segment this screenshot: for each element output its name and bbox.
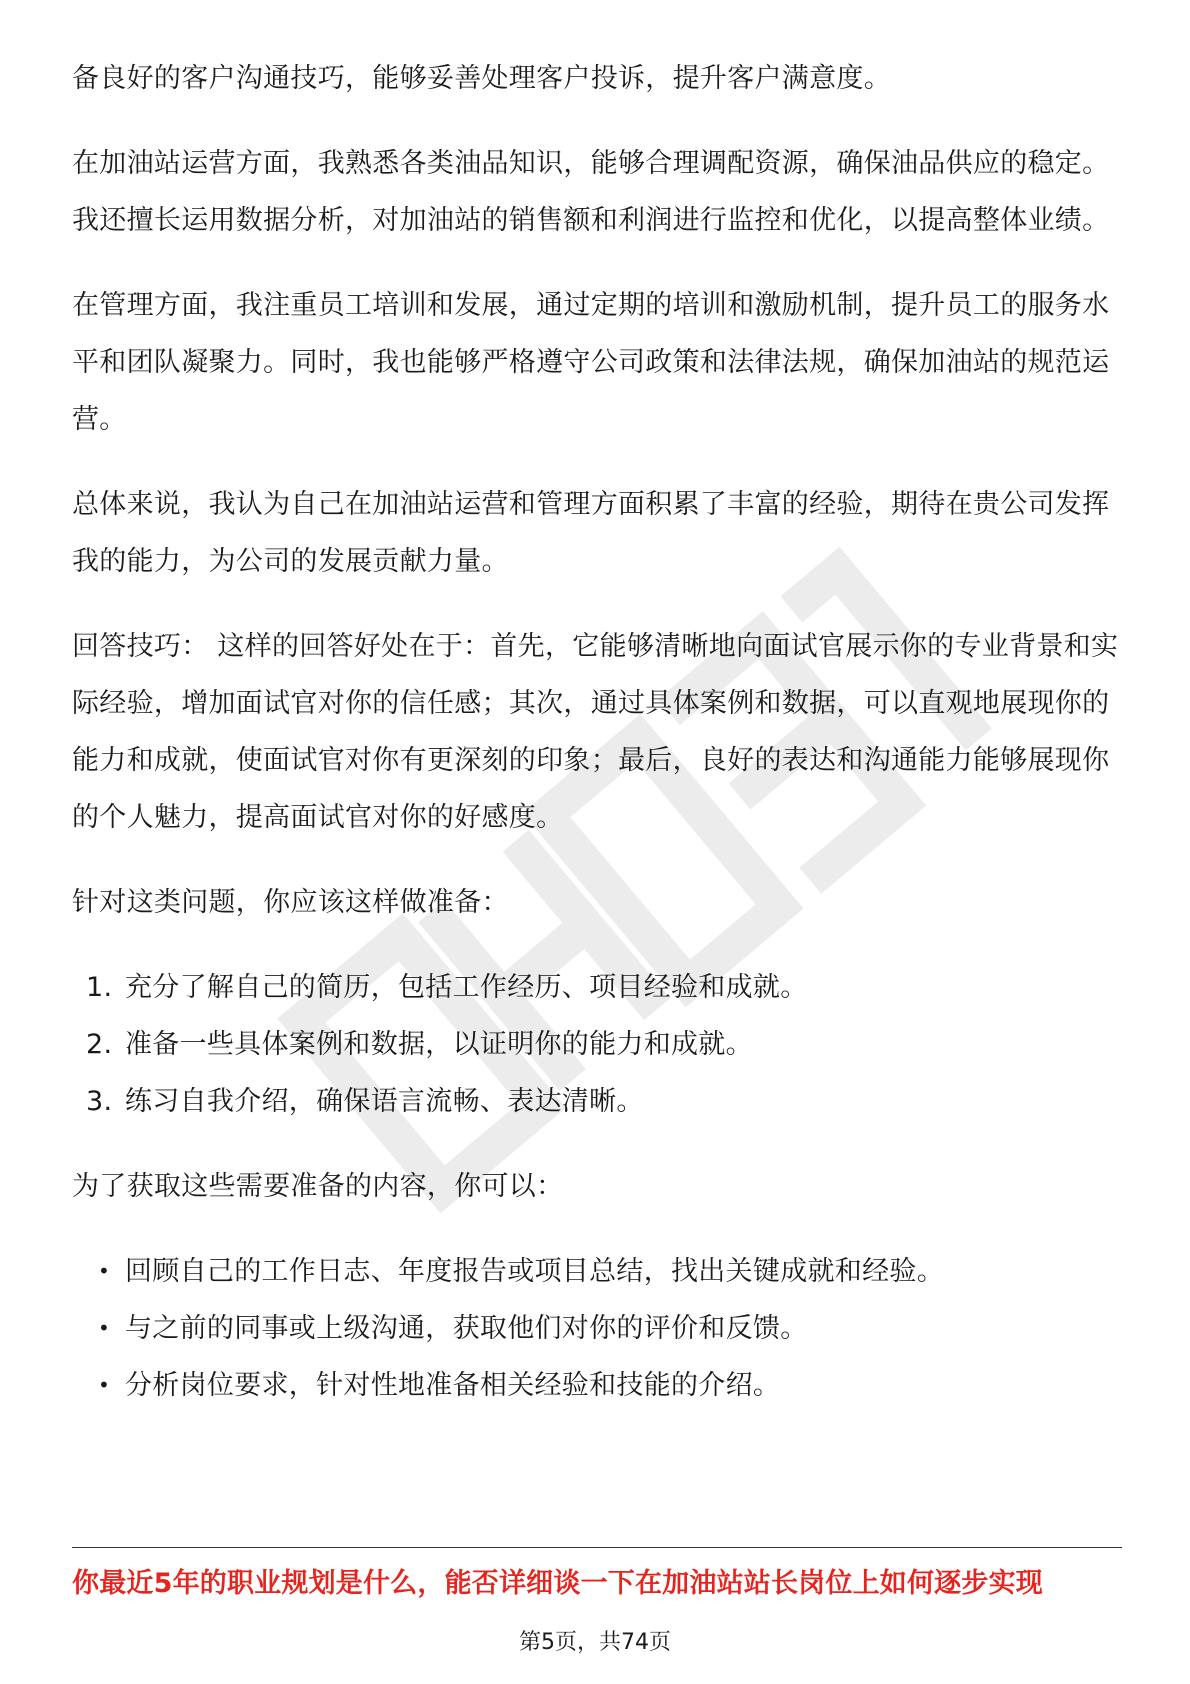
list-item (72, 1357, 1122, 1414)
paragraph-continuation: 备良好的客户沟通技巧，能够妥善处理客户投诉，提升客户满意度。 (72, 63, 891, 94)
list-number: 1. (86, 972, 113, 1003)
list-item-text: 充分了解自己的简历，包括工作经历、项目经验和成就。 (125, 972, 808, 1003)
paragraph-answer-tips: 回答技巧： 这样的回答好处在于：首先，它能够清晰地向面试官展示你的专业背景和实际经验，增加面试官对你的信任感；其次，通过具体案例和数据，可以直观地展现你的能力和成就，使面试官对你有更深刻的印象；最后，良好的表达和沟通能力能够展现你的个人魅力，提高面试官对你的好感度。 (72, 631, 1119, 833)
list-number: 2. (86, 1029, 113, 1060)
list-item (72, 1016, 1122, 1073)
list-item-text: 分析岗位要求，针对性地准备相关经验和技能的介绍。 (125, 1370, 781, 1401)
list-item (72, 1243, 1122, 1300)
paragraph-preparation-intro: 针对这类问题，你应该这样做准备： (72, 887, 509, 918)
paragraph-how-to-gather: 为了获取这些需要准备的内容，你可以： (72, 1171, 564, 1202)
page-content (72, 50, 1122, 1442)
paragraph-operations: 在加油站运营方面，我熟悉各类油品知识，能够合理调配资源，确保油品供应的稳定。我还擅长运用数据分析，对加油站的销售额和利润进行监控和优化，以提高整体业绩。 (72, 148, 1110, 236)
list-item-text: 准备一些具体案例和数据，以证明你的能力和成就。 (125, 1029, 753, 1060)
paragraph-summary: 总体来说，我认为自己在加油站运营和管理方面积累了丰富的经验，期待在贵公司发挥我的能力，为公司的发展贡献力量。 (72, 489, 1110, 577)
bullet-icon: • (98, 1373, 111, 1397)
list-number: 3. (86, 1086, 113, 1117)
bullet-list (72, 1243, 1122, 1414)
bullet-icon: • (98, 1259, 111, 1283)
list-item (72, 959, 1122, 1016)
list-item (72, 1073, 1122, 1130)
list-item (72, 1300, 1122, 1357)
list-item-text: 与之前的同事或上级沟通，获取他们对你的评价和反馈。 (125, 1313, 808, 1344)
paragraph-management: 在管理方面，我注重员工培训和发展，通过定期的培训和激励机制，提升员工的服务水平和团队凝聚力。同时，我也能够严格遵守公司政策和法律法规，确保加油站的规范运营。 (72, 290, 1110, 435)
list-item-text: 回顾自己的工作日志、年度报告或项目总结，找出关键成就和经验。 (125, 1256, 944, 1287)
numbered-list (72, 959, 1122, 1130)
list-item-text: 练习自我介绍，确保语言流畅、表达清晰。 (125, 1086, 644, 1117)
page-number-footer: 第5页，共74页 (519, 1630, 671, 1655)
section-divider (72, 1547, 1122, 1548)
bullet-icon: • (98, 1316, 111, 1340)
next-question-heading: 你最近5年的职业规划是什么，能否详细谈一下在加油站站长岗位上如何逐步实现 (72, 1568, 1043, 1599)
